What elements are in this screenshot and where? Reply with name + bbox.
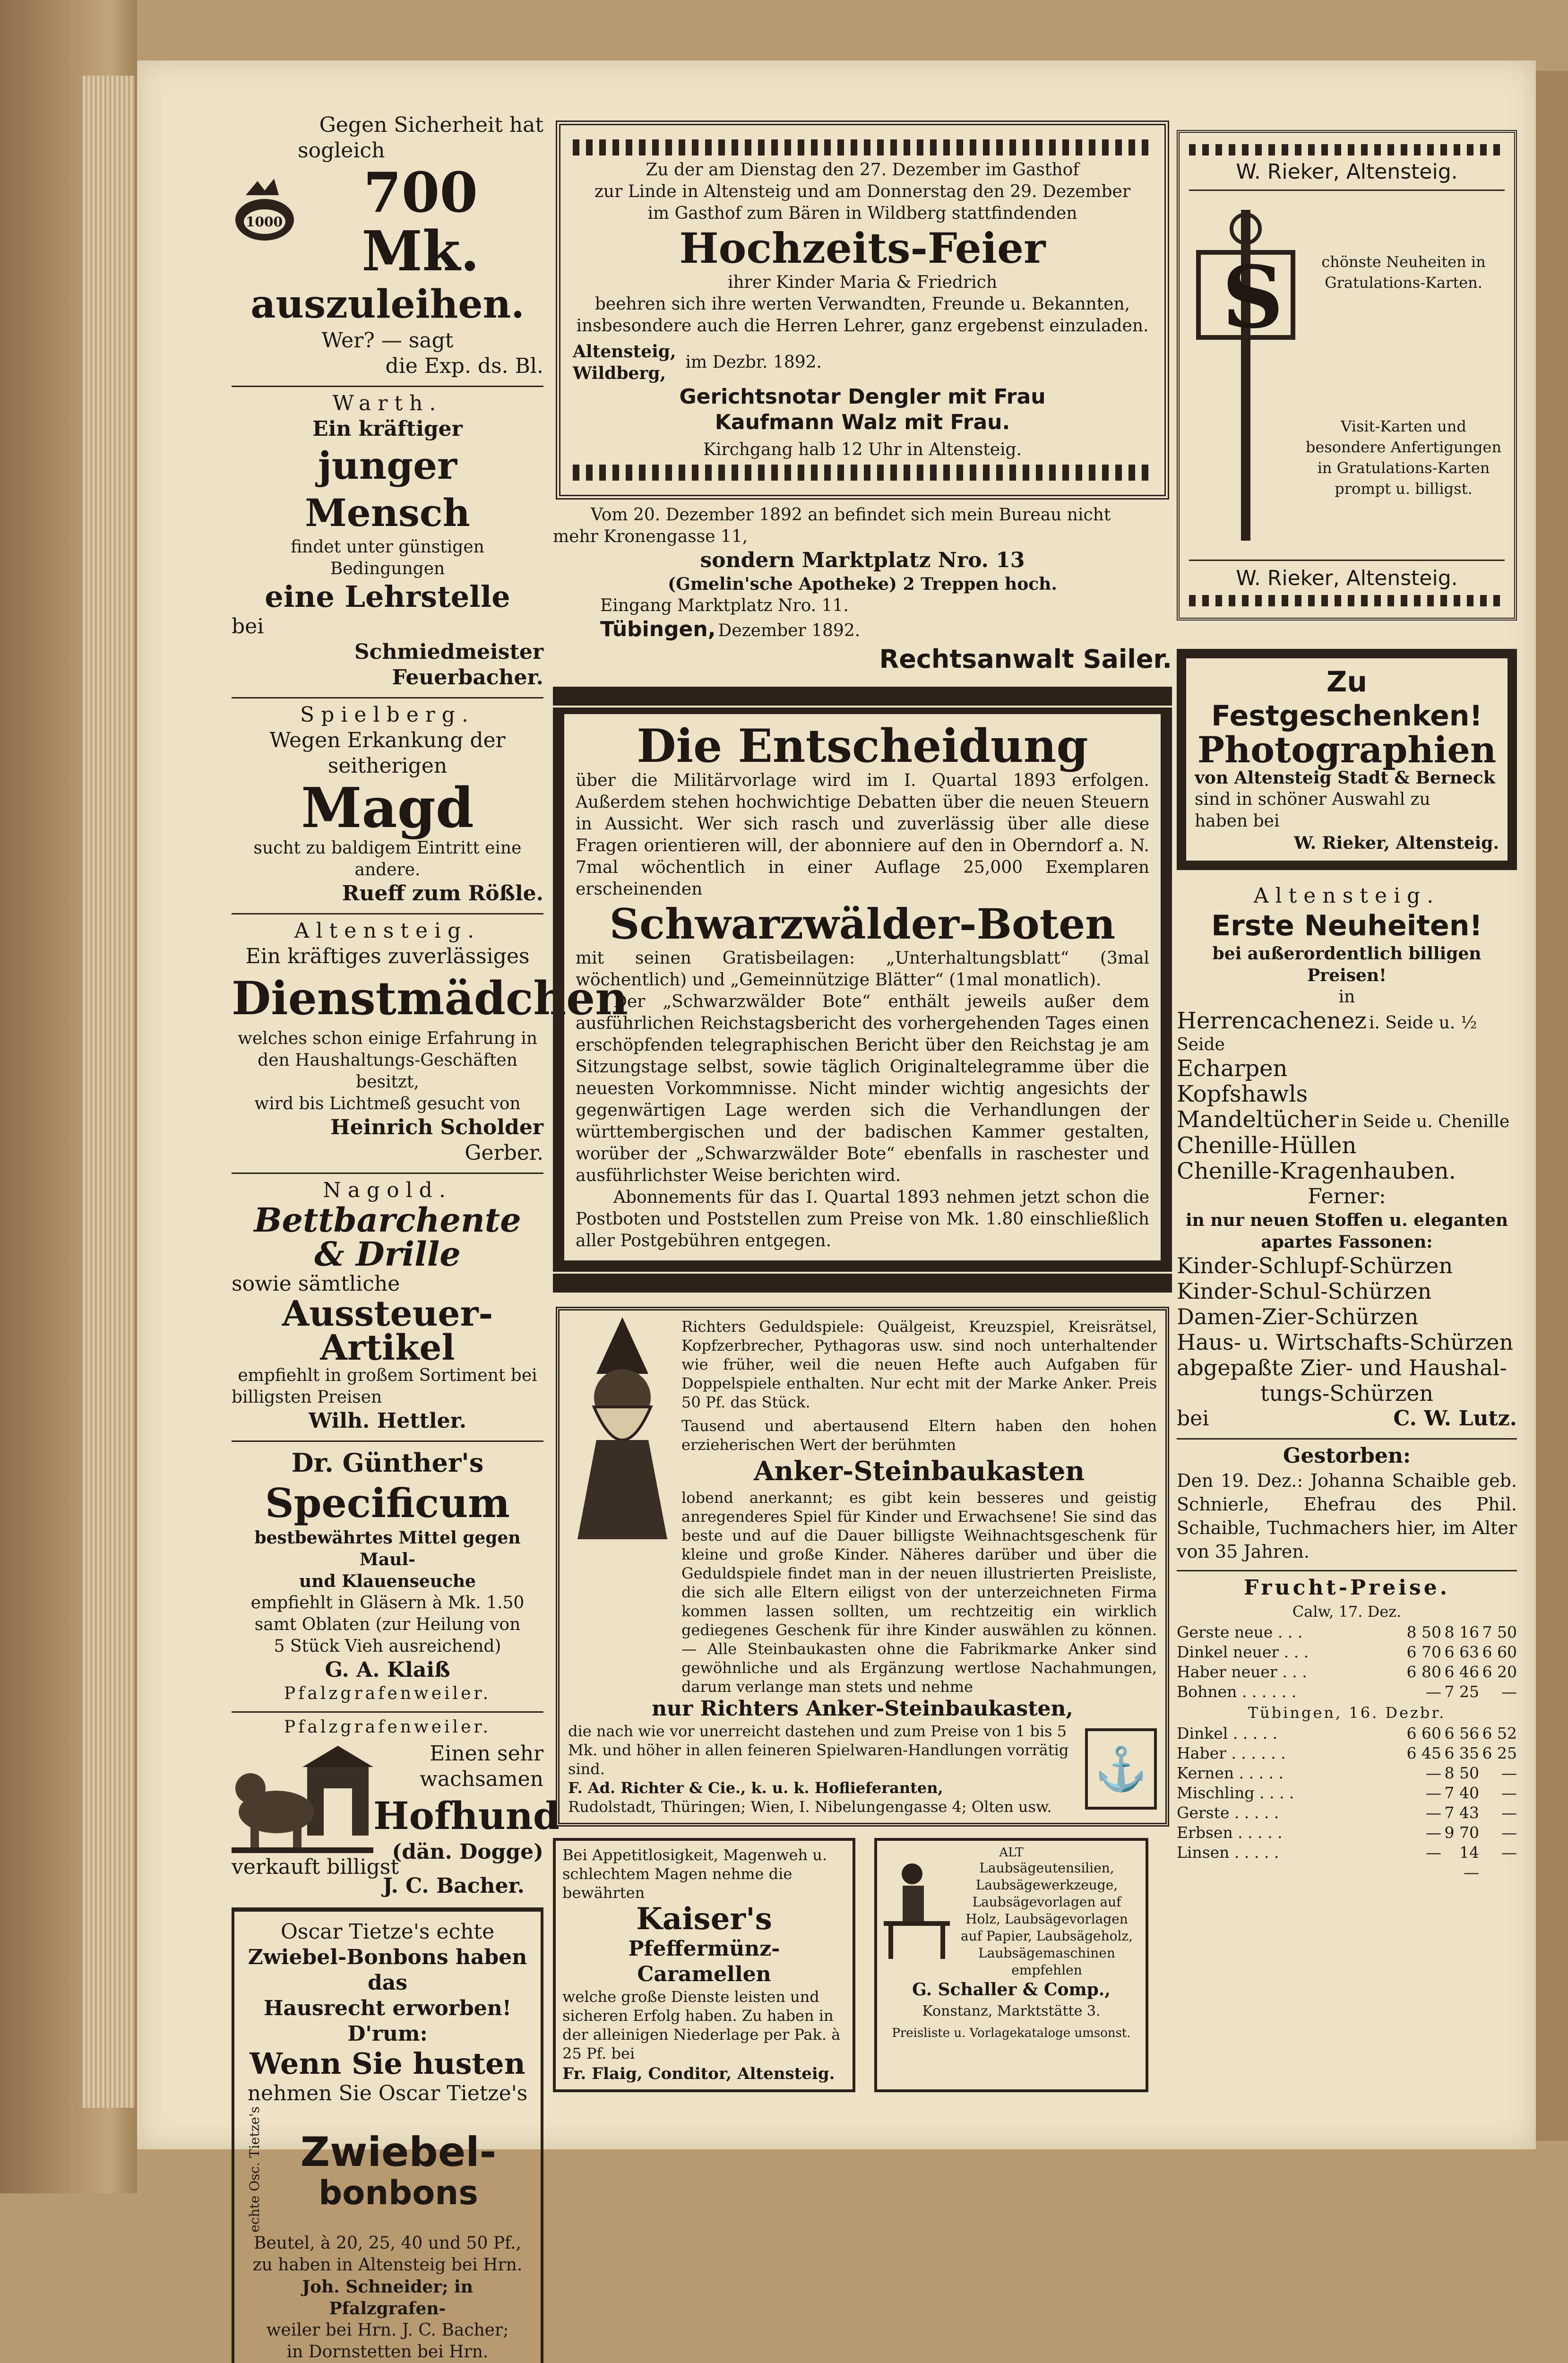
price-value: 6 52 (1482, 1724, 1517, 1742)
price-commodity: Haber . . . . . . (1177, 1744, 1286, 1762)
ornament-border-icon (1189, 144, 1505, 155)
price-value: 6 80 (1406, 1663, 1441, 1681)
price-value: 6 60 (1482, 1643, 1517, 1661)
price-value: — (1501, 1784, 1517, 1802)
price-row (1177, 1642, 1517, 1662)
price-value: 6 25 (1482, 1744, 1517, 1762)
ad-loan: Gegen Sicherheit hat 1000 sogleich 700 Mk. auszuleihen. Wer? — sagt die Exp. ds. Bl. (232, 109, 543, 387)
price-row (1177, 1743, 1517, 1763)
price-value: 6 60 (1406, 1724, 1441, 1742)
price-commodity: Mischling . . . . (1177, 1784, 1294, 1802)
price-value: 6 46 (1444, 1663, 1479, 1681)
price-row (1177, 1662, 1517, 1682)
ad-watchdog: Pfalzgrafenweiler. Einen sehr wachsamen Hofhund (dän. Dogge) verkauft billigst J. C. Bacher. (232, 1713, 543, 1909)
price-value: — (1501, 1682, 1517, 1701)
price-commodity: Kernen . . . . . (1177, 1764, 1284, 1782)
ad-wedding: Zu der am Dienstag den 27. Dezember im Gasthof zur Linde in Altensteig und am Donnerstag den 29. Dezember im Gasthof zum Bären in Wildberg stattfindenden Hochzeits-Feier ihrer Kinder Maria & Friedrich beehren sich ihre werten Verwandten, Freunde u. Bekannten, insbesondere auch die Herren Lehrer, ganz ergebenst einzuladen. Altensteig, Wildberg, im Dezbr. 1892. Gerichtsnotar Dengler mit Frau Kaufmann Walz mit Frau. Kirchgang halb 12 Uhr in Altensteig. (556, 121, 1169, 500)
page-stack-edge (83, 76, 135, 2108)
price-value: — (1426, 1682, 1441, 1701)
price-row (1177, 1803, 1517, 1823)
price-value: 8 50 (1444, 1764, 1479, 1782)
price-value: 14 — (1459, 1843, 1479, 1881)
price-value: — (1501, 1764, 1517, 1782)
ad-bedding: Nagold. Bettbarchente & Drille sowie sämtliche Aussteuer-Artikel empfiehlt in großem Sortiment bei billigsten Preisen Wilh. Hettler. (232, 1174, 543, 1442)
price-value: 6 56 (1444, 1724, 1479, 1742)
price-value: 6 63 (1444, 1643, 1479, 1661)
gnome-figure-icon (568, 1317, 681, 1696)
ad-specificum: Dr. Günther's Specificum bestbewährtes Mittel gegen Maul- und Klauenseuche empfiehlt in Gläsern à Mk. 1.50 samt Oblaten (zur Heilung von 5 Stück Vieh ausreichend) G. A. Klaiß Pfalzgrafenweiler. (232, 1442, 543, 1713)
price-commodity: Erbsen . . . . . (1177, 1823, 1283, 1842)
price-rows-tuebingen (1177, 1724, 1517, 1882)
price-value: 7 43 (1444, 1803, 1479, 1822)
ornament-border-icon (573, 139, 1152, 155)
death-notice: Gestorben: Den 19. Dez.: Johanna Schaible geb. Schnierle, Ehefrau des Phil. Schaible, Tuchmachers hier, im Alter von 35 Jahren. (1177, 1440, 1517, 1571)
price-value: 6 20 (1482, 1663, 1517, 1681)
price-commodity: Dinkel . . . . . (1177, 1724, 1278, 1742)
column-middle (553, 121, 1172, 2092)
price-value: — (1501, 1803, 1517, 1822)
price-value: — (1426, 1843, 1441, 1862)
price-value: — (1426, 1823, 1441, 1842)
ad-kaisers-caramellen: Bei Appetitlosigkeit, Magenweh u. schlechtem Magen nehme die bewährten Kaiser's Pfeffermünz-Caramellen welche große Dienste leisten und sicheren Erfolg haben. Zu haben in der alleinigen Niederlage per Pak. à 25 Pf. bei Fr. Flaig, Conditor, Altensteig. (553, 1838, 855, 2092)
price-commodity: Linsen . . . . . (1177, 1843, 1279, 1862)
price-value: 7 25 (1444, 1682, 1479, 1701)
ad-maid: Spielberg. Wegen Erkankung der seitherigen Magd sucht zu baldigem Eintritt eine andere. Rueff zum Rößle. (232, 699, 543, 914)
ad-schaller-laubsaege: ALT Laubsägeutensilien, Laubsägewerkzeuge, Laubsägevorlagen auf Holz, Laubsägevorlagen auf Papier, Laubsägeholz, Laubsägemaschinen empfehlen G. Schaller & Comp., Konstanz, Marktstätte 3. Preisliste u. Vorlagekataloge umsonst. (874, 1838, 1148, 2092)
price-value: — (1501, 1843, 1517, 1862)
money-bag-label: 1000 (246, 214, 283, 230)
price-value: — (1426, 1784, 1441, 1802)
ornament-border-icon (573, 465, 1152, 481)
price-value: — (1426, 1803, 1441, 1822)
price-value: 6 45 (1406, 1744, 1441, 1762)
ad-servant-girl: Altensteig. Ein kräftiges zuverlässiges Dienstmädchen welches schon einige Erfahrung in den Haushaltungs-Geschäften besitzt, wird bis Lichtmeß gesucht von Heinrich Scholder Gerber. (232, 914, 543, 1174)
ad-bureau-move: Vom 20. Dezember 1892 an befindet sich mein Bureau nicht mehr Kronengasse 11, sondern Marktplatz Nro. 13 (Gmelin'sche Apotheke) 2 Treppen hoch. Eingang Marktplatz Nro. 11. Tübingen, Dezember 1892. Rechtsanwalt Sailer. (553, 505, 1172, 674)
price-value: 6 70 (1406, 1643, 1441, 1661)
price-value: — (1426, 1764, 1441, 1782)
grain-prices-table: Frucht-Preise. Calw, 17. Dez. Gerste neue . . . 8 50 8 16 7 50 Dinkel neuer . . . 6 70 6 63 6 60 Haber neuer . . . 6 80 6 46 6 20 Bohnen . . . . . . — 7 25 — Tübingen, 16. Dezbr. Dinkel . . . . . 6 60 6 56 6 52 Haber . . . . . . 6 45 6 35 6 25 Kernen . . . . . — 8 50 — Mischling . . . . — 7 40 — Gerste . . . . . — 7 43 — Erbsen . . . . . — 9 70 — Linsen . . . . . — 14 — — (1177, 1576, 1517, 1881)
price-value: 6 35 (1444, 1744, 1479, 1762)
ad-rieker-cards: W. Rieker, Altensteig. S chönste Neuheiten in Gratulations-Karten. Visit-Karten und besondere Anfertigungen in Gratulations-Karten prompt u. billigst. W. Rieker, Altensteig. (1177, 130, 1517, 621)
column-left (232, 109, 629, 2363)
ad-apprentice: Warth. Ein kräftiger junger Mensch findet unter günstigen Bedingungen eine Lehrstelle bei Schmiedmeister Feuerbacher. (232, 387, 543, 699)
price-value: 8 16 (1444, 1623, 1479, 1641)
price-commodity: Haber neuer . . . (1177, 1663, 1307, 1681)
money-bag-icon (232, 176, 298, 242)
right-page-edge (1536, 71, 1568, 2141)
anchor-trademark-icon: ⚓ (1085, 1728, 1157, 1810)
price-row (1177, 1622, 1517, 1642)
price-commodity: Gerste neue . . . (1177, 1623, 1303, 1641)
price-rows-calw (1177, 1622, 1517, 1702)
price-row (1177, 1763, 1517, 1783)
price-commodity: Bohnen . . . . . . (1177, 1682, 1297, 1701)
ad-onion-bonbons: Oscar Tietze's echte Zwiebel-Bonbons haben das Hausrecht erworben! D'rum: Wenn Sie husten nehmen Sie Oscar Tietze's echte Osc. Tietze's Zwiebel- bonbons Beutel, à 20, 25, 40 und 50 Pf., zu haben in Altensteig bei Hrn. Joh. Schneider; in Pfalzgrafen- weiler bei Hrn. J. C. Bacher; in Dornstetten bei Hrn. (232, 1909, 543, 2363)
ornament-border-icon (1189, 595, 1505, 606)
ad-anker-steinbaukasten: Richters Geduldspiele: Quälgeist, Kreuzspiel, Kreisrätsel, Kopfzerbrecher, Pythagoras usw. sind noch unterhaltender wie früher, weil die neuen Hefte auch Aufgaben für Doppelspiele enthalten. Nur echt mit der Marke Anker. Preis 50 Pf. das Stück. Tausend und abertausend Eltern haben den hohen erzieherischen Wert der berühmten Anker-Steinbaukasten lobend anerkannt; es gibt kein besseres und geistig anregenderes Spiel für Kinder und Erwachsene! Sie sind das beste und auf die Dauer billigste Weihnachtsgeschenk für kleine und große Kinder. Näheres darüber und über die Geduldspiele findet man in der neuen illustrierten Preisliste, die sich alle Eltern eiligst von der unterzeichneten Firma kommen lassen sollten, um rechtzeitig ein wirklich gediegenes Geschenk für ihre Kinder auswählen zu können. — Alle Steinbaukasten ohne die Fabrikmarke Anker sind gewöhnliche und als Ergänzung wertlose Nachahmungen, darum verlange man stets und nehme nur Richters Anker-Steinbaukasten, die nach wie vor unerreicht dastehen und zum Preise von 1 bis 5 Mk. und höher in allen feineren Spielwaren-Handlungen vorrätig sind. F. Ad. Richter & Cie., k. u. k. Hoflieferanten, Rudolstadt, Thüringen; Wien, I. Nibelungengasse 4; Olten usw. ⚓ (556, 1307, 1169, 1827)
price-value: 7 40 (1444, 1784, 1479, 1802)
ad-lutz-neuheiten: Altensteig. Erste Neuheiten! bei außerordentlich billigen Preisen! in Herrencachenez i. Seide u. ½ Seide Echarpen Kopfshawls Mandeltücher in Seide u. Chenille Chenille-Hüllen Chenille-Kragenhauben. Ferner: in nur neuen Stoffen u. eleganten apartes Fassonen: Kinder-Schlupf-Schürzen Kinder-Schul-Schürzen Damen-Zier-Schürzen Haus- u. Wirtschafts-Schürzen abgepaßte Zier- und Haushal- tungs-Schürzen bei C. W. Lutz. (1177, 880, 1517, 1440)
price-row (1177, 1843, 1517, 1882)
price-commodity: Dinkel neuer . . . (1177, 1643, 1309, 1661)
price-commodity: Gerste . . . . . (1177, 1803, 1279, 1822)
price-value: — (1501, 1823, 1517, 1842)
price-row (1177, 1783, 1517, 1803)
dog-illustration-icon (232, 1746, 373, 1854)
craftsman-at-table-icon (884, 1860, 955, 1979)
ad-schwarzwaelder-bote: Die Entscheidung über die Militärvorlage wird im I. Quartal 1893 erfolgen. Außerdem stehen hochwichtige Debatten über die neuen Steuern in Aussicht. Wer sich rasch und zuverlässig über alle diese Fragen orientieren will, der abonniere auf den in Oberndorf a. N. 7mal wöchentlich in einer Auflage 25,000 Exemplaren erscheinenden Schwarzwälder-Boten mit seinen Gratisbeilagen: „Unterhaltungsblatt“ (3mal wöchentlich) und „Gemeinnützige Blätter“ (1mal monatlich). Der „Schwarzwälder Bote“ enthält jeweils außer dem ausführlichen Reichstagsbericht des vorhergehenden Tages einen erschöpfenden telegraphischen Bericht über den Reichstag je am Sitzungstage selbst, sowie täglich Originaltelegramme über die neuesten Vorkommnisse. Nicht minder wichtig angesichts der gegenwärtigen Lage werden sich die Verhandlungen der württembergischen und der badischen Kammer gestalten, worüber der „Schwarzwälder Bote“ ebenfalls in raschester und ausführlichster Weise berichten wird. Abonnements für das I. Quartal 1893 nehmen jetzt schon die Postboten und Poststellen zum Preise von Mk. 1.80 einschließlich aller Postgebühren entgegen. (553, 687, 1172, 1293)
price-value: 9 70 (1444, 1823, 1479, 1842)
price-value: 7 50 (1482, 1623, 1517, 1641)
ad-photographs: Zu Festgeschenken! Photographien von Altensteig Stadt & Berneck sind in schöner Auswahl zu haben bei W. Rieker, Altensteig. (1177, 649, 1517, 870)
price-row (1177, 1823, 1517, 1843)
price-row (1177, 1724, 1517, 1743)
ornamental-initial-icon: S (1189, 210, 1302, 541)
price-value: 8 50 (1406, 1623, 1441, 1641)
price-row (1177, 1682, 1517, 1702)
column-right (1177, 130, 1517, 1882)
